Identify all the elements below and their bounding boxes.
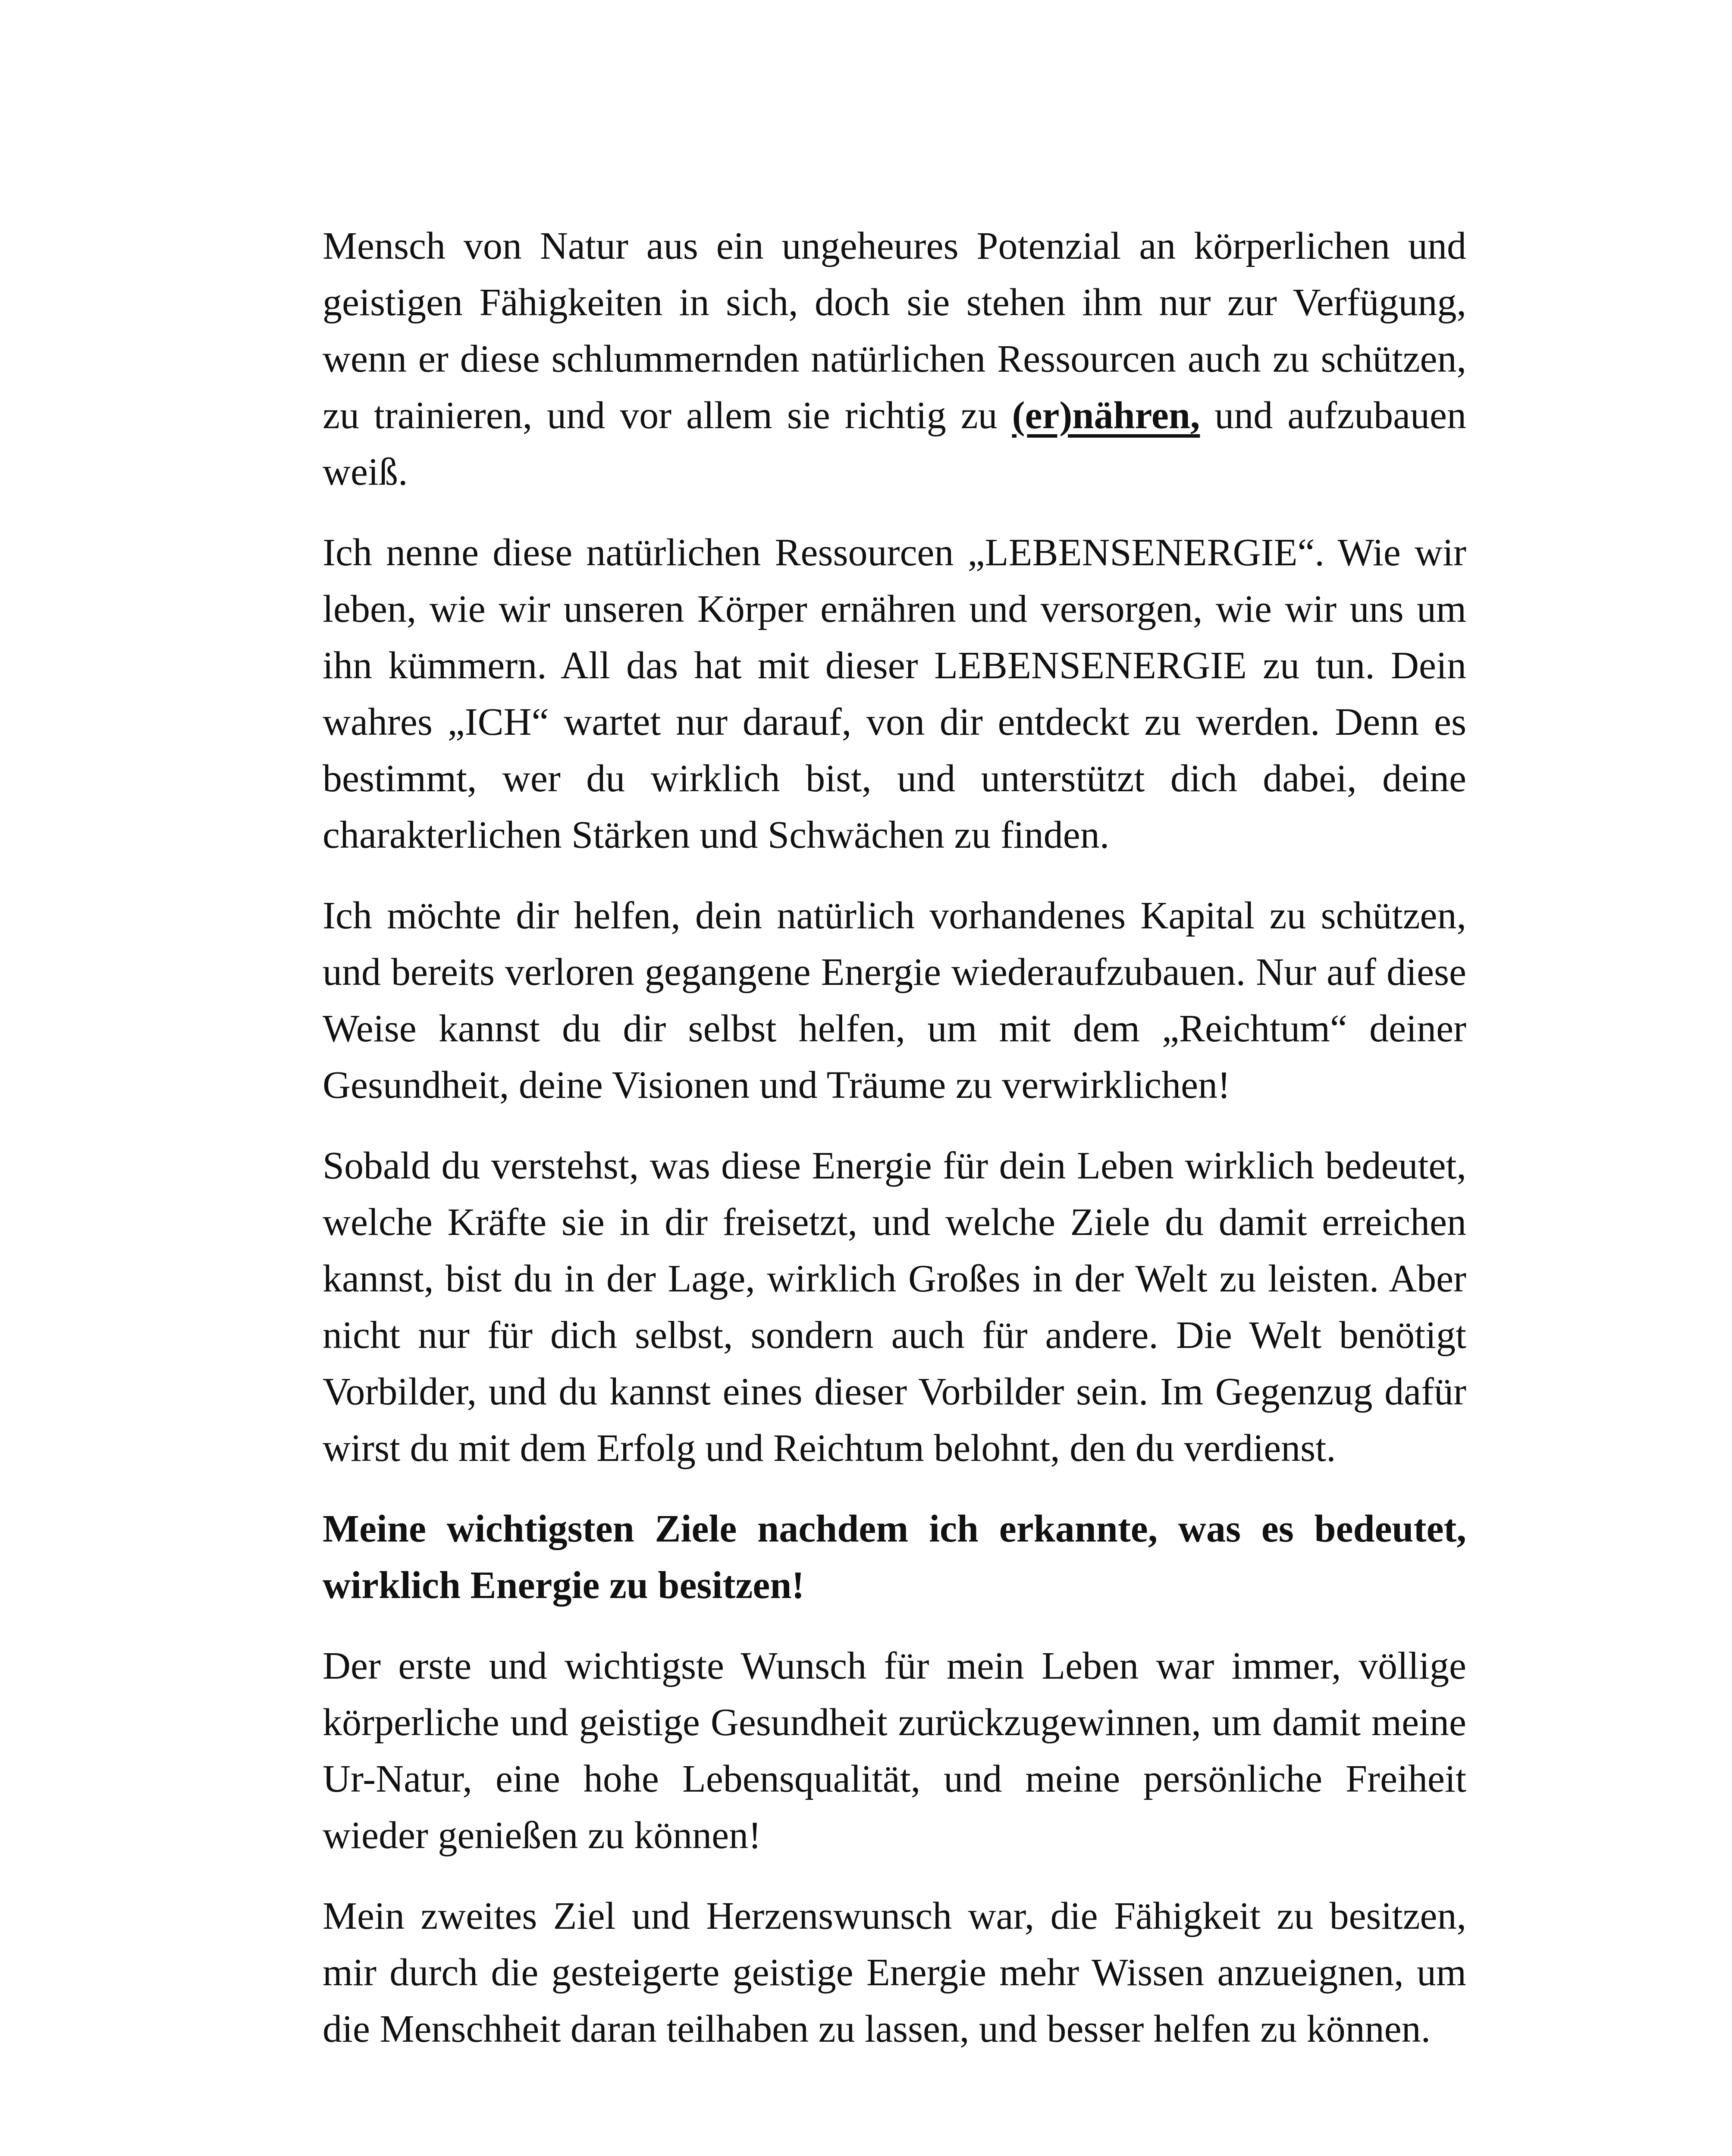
paragraph-1 — [323, 218, 1466, 500]
paragraph-5: Der erste und wichtigste Wunsch für mein Leben war immer, völlige körperliche und geistige Gesundheit zurückzugewinnen, um damit meine Ur-Natur, eine hohe Lebensqualität, und meine persönliche Freiheit wieder genießen zu können! — [323, 1645, 1466, 1857]
paragraph-1-text-before: Mensch von Natur aus ein ungeheures Potenzial an körperlichen und geistigen Fähigkeiten in sich, doch sie stehen ihm nur zur Verfügung, wenn er diese schlummernden natürlichen Ressourcen auch zu schützen, zu trainieren, und vor allem sie richtig zu — [323, 225, 1466, 437]
body-text — [323, 218, 1466, 2081]
paragraph-4: Sobald du verstehst, was diese Energie für dein Leben wirklich bedeutet, welche Kräfte sie in dir freisetzt, und welche Ziele du damit erreichen kannst, bist du in der Lage, wirklich Großes in der Welt zu leisten. Aber nicht nur für dich selbst, sondern auch für andere. Die Welt benötigt Vorbilder, und du kannst eines dieser Vorbilder sein. Im Gegenzug dafür wirst du mit dem Erfolg und Reichtum belohnt, den du verdienst. — [323, 1144, 1466, 1470]
paragraph-3: Ich möchte dir helfen, dein natürlich vorhandenes Kapital zu schützen, und bereits verloren gegangene Energie wiederaufzubauen. Nur auf diese Weise kannst du dir selbst helfen, um mit dem „Reichtum“ deiner Gesundheit, deine Visionen und Träume zu verwirklichen! — [323, 894, 1466, 1106]
paragraph-2: Ich nenne diese natürlichen Ressourcen „LEBENSENERGIE“. Wie wir leben, wie wir unseren Körper ernähren und versorgen, wie wir uns um ihn kümmern. All das hat mit dieser LEBENSENERGIE zu tun. Dein wahres „ICH“ wartet nur darauf, von dir entdeckt zu werden. Denn es bestimmt, wer du wirklich bist, und unterstützt dich dabei, deine charakterlichen Stärken und Schwächen zu finden. — [323, 531, 1466, 856]
emphasized-word: (er)nähren, — [1012, 394, 1200, 437]
paragraph-6: Mein zweites Ziel und Herzenswunsch war, die Fähigkeit zu besitzen, mir durch die gesteigerte geistige Energie mehr Wissen anzueignen, um die Menschheit daran teilhaben zu lassen, und besser helfen zu können. — [323, 1895, 1466, 2050]
section-heading: Meine wichtigsten Ziele nachdem ich erkannte, was es bedeutet, wirklich Energie zu besitzen! — [323, 1507, 1466, 1607]
paragraph-1-text-after: und aufzubauen weiß. — [323, 394, 1466, 493]
